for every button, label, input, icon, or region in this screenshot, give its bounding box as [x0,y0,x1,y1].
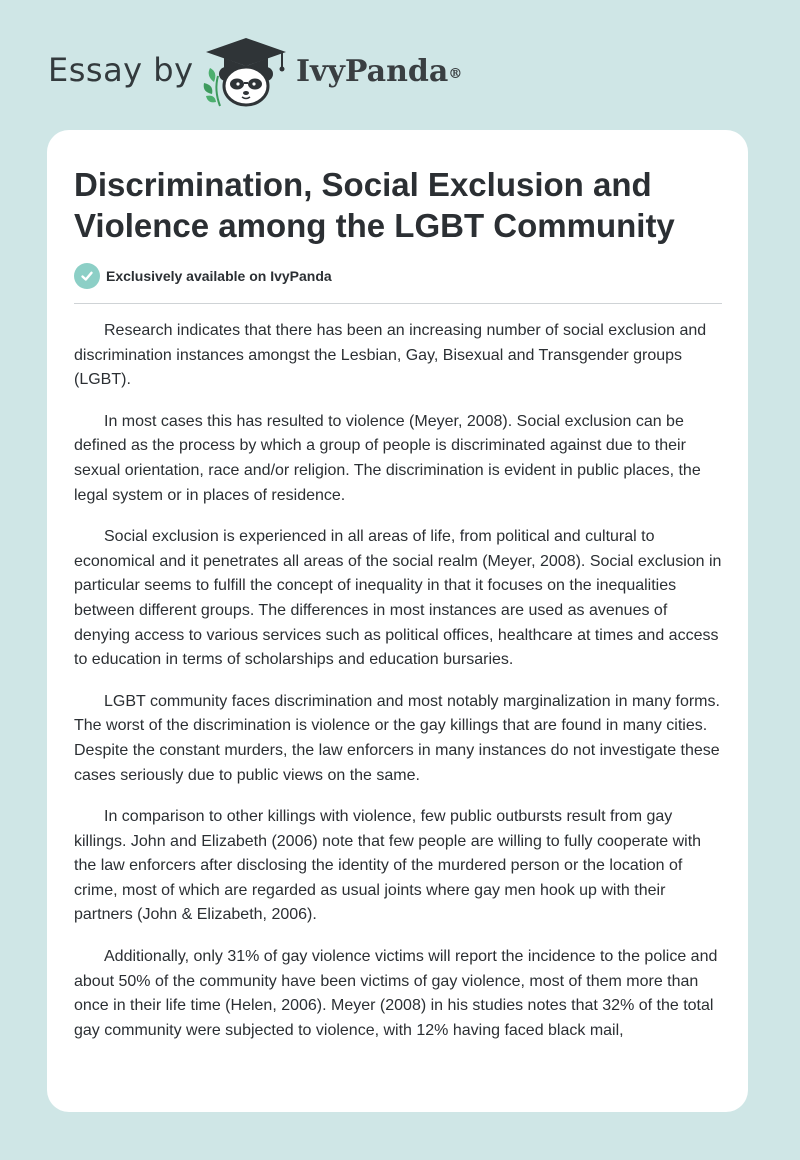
registered-mark: ® [448,66,463,82]
paragraph-3: Social exclusion is experienced in all areas of life, from political and cultural to economical and it penetrates all areas of the social realm (Meyer, 2008). Social exclusion in particular seems to fulfill the concept of inequality in that it focuses on the inequalities between different groups. The differences in most instances are used as avenues of denying access to various services such as political offices, healthcare at times and access to education in terms of scholarships and education bursaries. [74,528,722,669]
essay-card [47,130,748,1112]
paragraph-2: In most cases this has resulted to violence (Meyer, 2008). Social exclusion can be defined as the process by which a group of people is discriminated against due to their sexual orientation, race and/or religion. The discrimination is evident in public places, the legal system or in places of residence. [74,412,701,504]
check-icon [74,263,100,289]
exclusive-badge-label: Exclusively available on IvyPanda [106,268,332,284]
essay-by-label: Essay by [48,51,194,89]
brand-name[interactable] [296,52,462,92]
paragraph-5: In comparison to other killings with violence, few public outbursts result from gay killings. John and Elizabeth (2006) note that few people are willing to fully cooperate with the law enforcers after disclosing the identity of the murdered person or the location of crime, most of which are regarded as usual joints where gay men hook up with their partners (John & Elizabeth, 2006). [74,808,702,924]
paragraph-1: Research indicates that there has been an increasing number of social exclusion and discrimination instances amongst the Lesbian, Gay, Bisexual and Transgender groups (LGBT). [74,322,707,389]
essay-title: Discrimination, Social Exclusion and Violence among the LGBT Community [74,166,675,244]
paragraph-6: Additionally, only 31% of gay violence victims will report the incidence to the police and about 50% of the community have been victims of gay violence, most of them more than once in their life time (Helen, 2006). Meyer (2008) in his studies notes that 32% of the total gay community were subjected to violence, with 12% having faced black mail, [74,948,718,1039]
site-header [0,0,800,130]
exclusive-badge [74,263,332,289]
brand-text: IvyPanda [296,54,449,89]
panda-graduate-logo-icon[interactable] [200,36,292,108]
divider [74,303,722,304]
essay-body [74,319,726,1060]
paragraph-4: LGBT community faces discrimination and most notably marginalization in many forms. The worst of the discrimination is violence or the gay killings that are found in many cities. Despite the constant murders, the law enforcers in many instances do not investigate these cases seriously due to public views on the same. [74,692,720,784]
